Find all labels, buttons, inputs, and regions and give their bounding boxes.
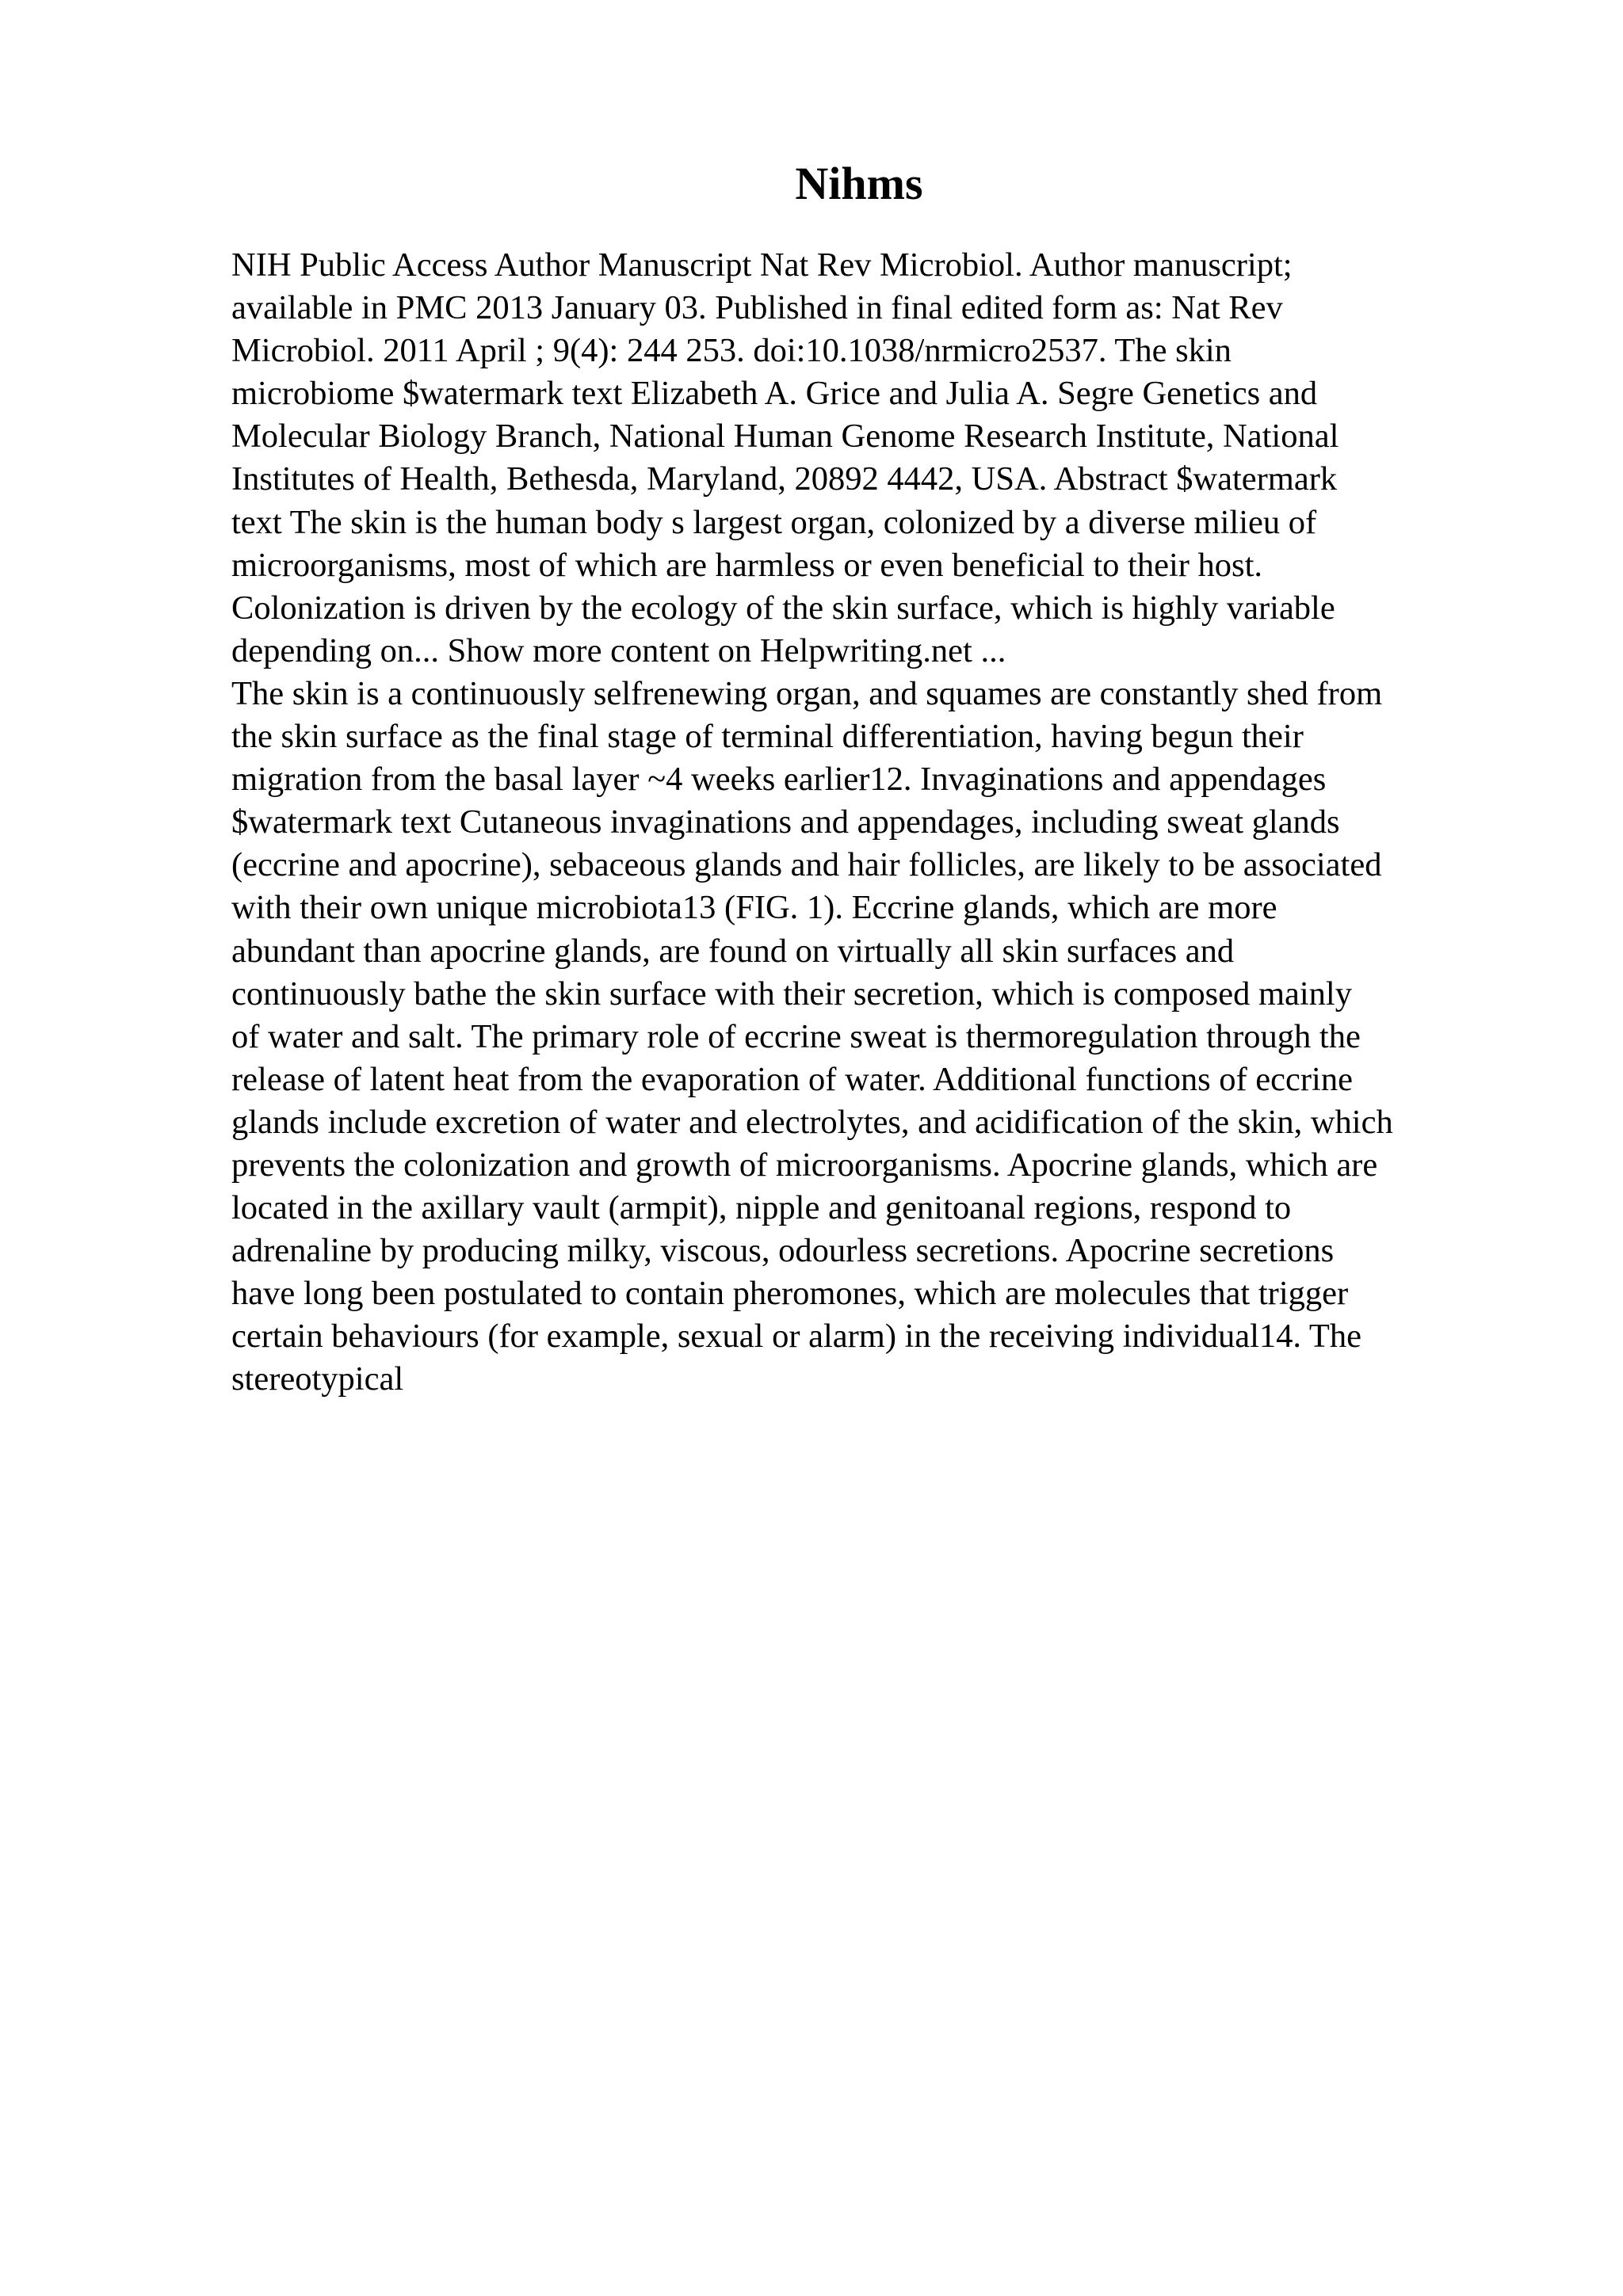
text-line: with their own unique microbiota13 (FIG. 1). Eccrine glands, which are more [231, 889, 1277, 927]
text-line: abundant than apocrine glands, are found on virtually all skin surfaces and [231, 932, 1235, 970]
text-line: Microbiol. 2011 April ; 9(4): 244 253. doi:10.1038/nrmicro2537. The skin [231, 332, 1232, 370]
text-line: $watermark text Cutaneous invaginations and appendages, including sweat glands [231, 803, 1340, 841]
text-line: Institutes of Health, Bethesda, Maryland, 20892 4442, USA. Abstract $watermark [231, 460, 1338, 498]
text-line: Molecular Biology Branch, National Human Genome Research Institute, National [231, 418, 1339, 456]
text-line: release of latent heat from the evaporation of water. Additional functions of eccrine [231, 1060, 1353, 1098]
text-line: prevents the colonization and growth of microorganisms. Apocrine glands, which are [231, 1146, 1378, 1184]
text-line: Colonization is driven by the ecology of the skin surface, which is highly variable [231, 589, 1335, 627]
text-line: stereotypical [231, 1360, 404, 1398]
text-line: continuously bathe the skin surface with their secretion, which is composed mainly [231, 974, 1352, 1013]
text-line: text The skin is the human body s largest organ, colonized by a diverse milieu of [231, 503, 1317, 541]
text-line: NIH Public Access Author Manuscript Nat Rev Microbiol. Author manuscript; [231, 246, 1293, 284]
document-title: Nihms [795, 158, 923, 209]
text-line: available in PMC 2013 January 03. Published in final edited form as: Nat Rev [231, 289, 1283, 327]
text-line: have long been postulated to contain pheromones, which are molecules that trigger [231, 1275, 1349, 1313]
text-line: of water and salt. The primary role of eccrine sweat is thermoregulation through the [231, 1017, 1361, 1055]
text-line: migration from the basal layer ~4 weeks earlier12. Invaginations and appendages [231, 761, 1327, 799]
text-line: (eccrine and apocrine), sebaceous glands and hair follicles, are likely to be associated [231, 846, 1382, 884]
text-line: adrenaline by producing milky, viscous, odourless secretions. Apocrine secretions [231, 1232, 1335, 1270]
text-line: located in the axillary vault (armpit), nipple and genitoanal regions, respond to [231, 1189, 1292, 1227]
show-more-link[interactable]: depending on... Show more content on Helpwriting.net ... [231, 631, 1006, 669]
document-body [231, 244, 1594, 1402]
text-line: the skin surface as the final stage of terminal differentiation, having begun their [231, 718, 1304, 756]
text-line: The skin is a continuously selfrenewing organ, and squames are constantly shed from [231, 674, 1383, 712]
text-line: certain behaviours (for example, sexual or alarm) in the receiving individual14. The [231, 1318, 1361, 1356]
text-line: glands include excretion of water and electrolytes, and acidification of the skin, which [231, 1103, 1393, 1141]
text-line: microorganisms, most of which are harmless or even beneficial to their host. [231, 546, 1263, 584]
text-line: microbiome $watermark text Elizabeth A. Grice and Julia A. Segre Genetics and [231, 375, 1318, 413]
